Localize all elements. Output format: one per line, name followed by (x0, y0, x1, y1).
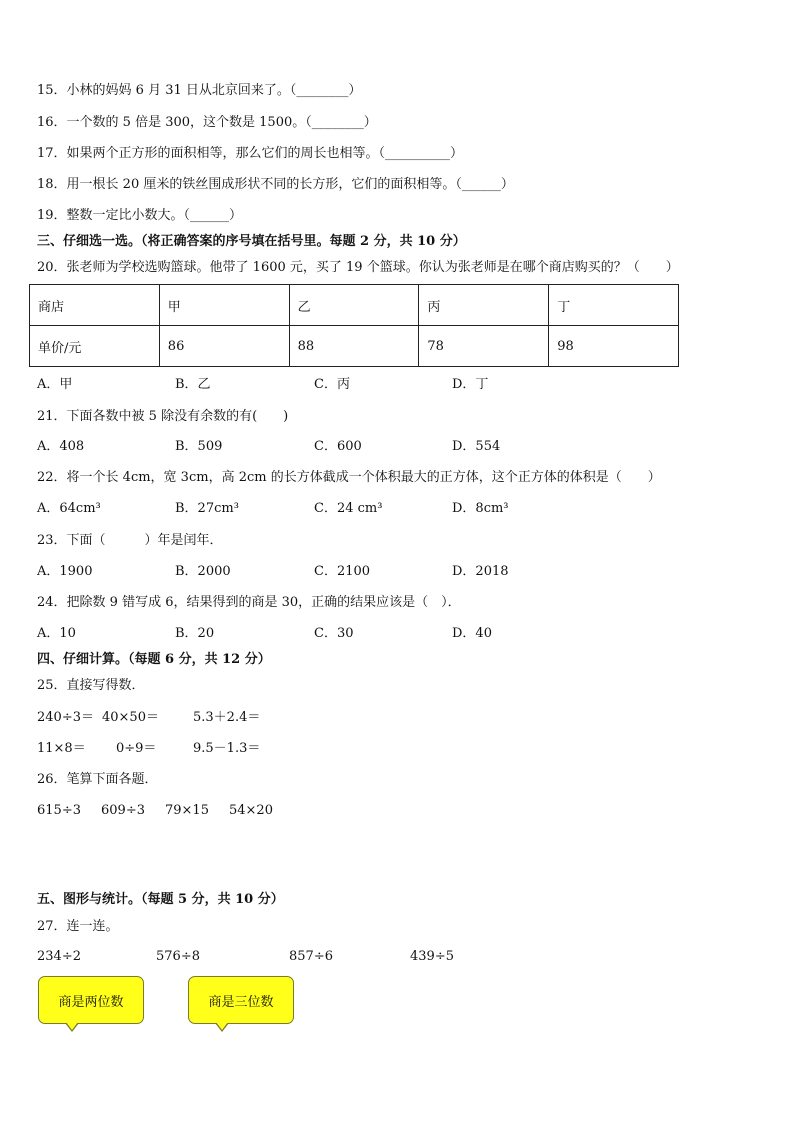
q24-option-c: C．30 (314, 626, 354, 641)
q20-option-a: A．甲 (37, 377, 73, 392)
question-21: 21．下面各数中被 5 除没有余数的有( ) (37, 409, 289, 424)
table-cell: 88 (289, 326, 419, 367)
section-4-heading: 四、仔细计算。（每题 6 分，共 12 分） (37, 652, 271, 667)
calc-item: 609÷3 (101, 803, 145, 818)
q21-option-a: A．408 (37, 439, 85, 454)
match-item: 857÷6 (289, 949, 333, 964)
question-27: 27．连一连。 (37, 919, 119, 934)
calc-item: 11×8＝ (37, 741, 86, 756)
q22-option-a: A．64cm³ (37, 501, 101, 516)
question-22: 22．将一个长 4cm，宽 3cm，高 2cm 的长方体截成一个体积最大的正方体，这个正方体的体积是（ ） (37, 470, 661, 485)
price-table (29, 284, 679, 367)
q20-option-d: D．丁 (452, 377, 489, 392)
calc-item: 0÷9＝ (116, 741, 157, 756)
q24-option-b: B．20 (175, 626, 215, 641)
q23-option-a: A．1900 (37, 564, 93, 579)
section-5-heading: 五、图形与统计。（每题 5 分，共 10 分） (37, 892, 284, 907)
table-cell: 丁 (549, 285, 679, 326)
q24-option-a: A．10 (37, 626, 76, 641)
q22-option-d: D．8cm³ (452, 501, 509, 516)
question-18: 18．用一根长 20 厘米的铁丝围成形状不同的长方形，它们的面积相等。（______） (37, 177, 514, 192)
table-cell: 98 (549, 326, 679, 367)
calc-item: 79×15 (165, 803, 209, 818)
callout-label: 商是两位数 (58, 994, 124, 1010)
calc-item: 54×20 (229, 803, 273, 818)
q22-option-c: C．24 cm³ (314, 501, 383, 516)
table-cell: 甲 (159, 285, 289, 326)
question-19: 19．整数一定比小数大。（______） (37, 208, 243, 223)
q22-option-b: B．27cm³ (175, 501, 239, 516)
question-25: 25．直接写得数． (37, 678, 145, 693)
question-24: 24．把除数 9 错写成 6，结果得到的商是 30，正确的结果应该是（ ）． (37, 595, 461, 610)
table-cell: 86 (159, 326, 289, 367)
callout-tail (66, 1022, 78, 1030)
q24-option-d: D．40 (452, 626, 492, 641)
table-row (30, 285, 679, 326)
q20-option-c: C．丙 (314, 377, 350, 392)
match-item: 576÷8 (156, 949, 200, 964)
two-digit-quotient-callout (38, 976, 144, 1024)
table-cell: 78 (419, 326, 549, 367)
callout-label: 商是三位数 (208, 994, 274, 1010)
question-20: 20．张老师为学校选购篮球。他带了 1600 元，买了 19 个篮球。你认为张老师是在哪个商店购买的？（ ） (37, 260, 679, 275)
table-row (30, 326, 679, 367)
callout-tail (216, 1022, 228, 1030)
q23-option-b: B．2000 (175, 564, 231, 579)
question-26: 26．笔算下面各题． (37, 772, 158, 787)
q21-option-d: D．554 (452, 439, 501, 454)
three-digit-quotient-callout (188, 976, 294, 1024)
calc-item: 40×50＝ (102, 710, 159, 725)
calc-item: 5.3＋2.4＝ (193, 710, 261, 725)
table-cell: 单价/元 (30, 326, 160, 367)
q23-option-c: C．2100 (314, 564, 371, 579)
section-3-heading: 三、仔细选一选。（将正确答案的序号填在括号里。每题 2 分，共 10 分） (37, 234, 466, 249)
q23-option-d: D．2018 (452, 564, 509, 579)
calc-item: 240÷3＝ (37, 710, 94, 725)
calc-item: 615÷3 (37, 803, 81, 818)
question-15: 15．小林的妈妈 6 月 31 日从北京回来了。（________） (37, 83, 362, 98)
q21-option-b: B．509 (175, 439, 223, 454)
match-item: 234÷2 (37, 949, 81, 964)
table-cell: 商店 (30, 285, 160, 326)
table-cell: 丙 (419, 285, 549, 326)
calc-item: 9.5－1.3＝ (193, 741, 261, 756)
question-16: 16．一个数的 5 倍是 300，这个数是 1500。（________） (37, 115, 377, 130)
table-cell: 乙 (289, 285, 419, 326)
q21-option-c: C．600 (314, 439, 362, 454)
question-23: 23．下面（ ）年是闰年． (37, 533, 223, 548)
match-item: 439÷5 (410, 949, 454, 964)
q20-option-b: B．乙 (175, 377, 211, 392)
question-17: 17．如果两个正方形的面积相等，那么它们的周长也相等。（__________） (37, 146, 464, 161)
